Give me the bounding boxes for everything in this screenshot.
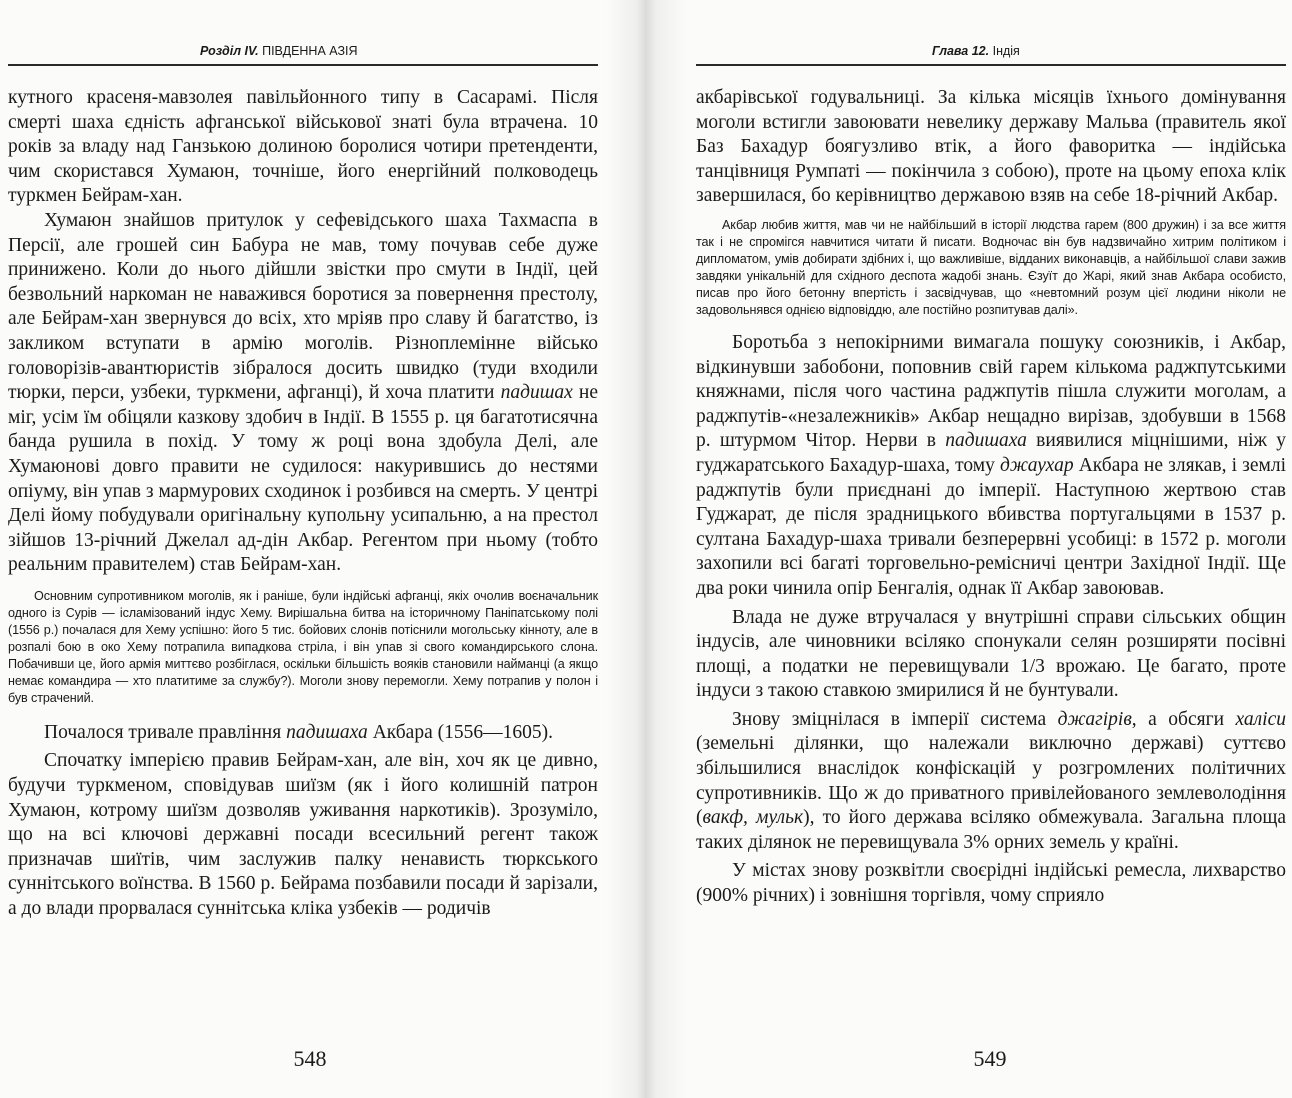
note-paragraph: Акбар любив життя, мав чи не найбільший в історії людства гарем (800 дружин) і за все життя так і не спромігся навчитися читати й писати. Водночас він був надзвичайно хитрим політиком і дипломатом, умів добирати здібних і, що важливіше, відданих виконавців, а найбільшої слави зажив завдяки унікальній для східного деспота жадобі знань. Єзуїт до Жарі, який знав Акбара особисто, писав про його бетонну впертість і засвідчував, що «невтомний розум цієї людини ніколи не задовольнявся однією відповіддю, але постійно розпитував далі».: [696, 217, 1286, 317]
main-text-block: [696, 606, 1286, 704]
italic-term: джагірів: [1057, 708, 1132, 730]
running-header-right: [932, 40, 1020, 62]
text-run: виявилися міцнішими, ніж у гуджаратського Бахадур-шаха, тому: [696, 430, 1286, 476]
paragraph: Спочатку імперією правив Бейрам-хан, але він, хоч як це дивно, будучи туркменом, сповідував шиїзм (як і його колишній патрон Хумаюн, котрому шиїзм дозволяв уживання наркотиків). Зрозуміло, що на всі ключові державні посади всесильний регент також призначав шиїтів, чим заслужив палку ненависть тюркського суннітського воїнства. В 1560 р. Бейрама позбавили посади й зарізали, а до влади прорвалася суннітська кліка узбеків — родичів: [8, 750, 598, 920]
right-page: [652, 0, 1292, 1098]
paragraph: Влада не дуже втручалася у внутрішні справи сільських общин індусів, але чиновники всіляко спонукали селян розширяти посівні площі, а податки не перевищували 1/3 врожаю. Це багато, проте індуси з такою ставкою змирилися й не бунтували.: [696, 606, 1286, 702]
header-section-label: Глава 12.: [932, 44, 990, 58]
paragraph: [8, 721, 598, 746]
text-run: не міг, усім їм обіцяли казкову здобич в Індії. В 1555 р. ця багатотисячна банда рушила в похід. У тому ж році вона здобула Делі, але Хумаюнові довго правити не судилося: накурившись до нестями опіуму, він упав з мармурових сходинок і розбився на смерть. У центрі Делі йому побудували оригінальну купольну усипальню, а на престол зійшов 13-річний Джелал ад-дін Акбар. Регентом при ньому (тобто реальним правителем) став Бейрам-хан.: [8, 382, 598, 576]
text-run: Акбара (1556—1605).: [367, 721, 553, 743]
header-rule: [696, 64, 1286, 66]
italic-term: джаухар: [1000, 454, 1074, 476]
header-title: ПІВДЕННА АЗІЯ: [258, 44, 358, 58]
note-block: [696, 217, 1286, 319]
text-run: ), то його держава всіляко обмежувала. Загальна площа таких ділянок не перевищувала 3% орних земель у країні.: [696, 807, 1287, 853]
text-run: Боротьба з непокірними вимагала пошуку союзників, і Акбар, відкинувши забобони, поповнив свій гарем кількома раджпутськими княжнами, після чого частина раджпутів пішла служити моголам, а раджпутів-«незалежників» Акбар нещадно вирізав, здобувши в 1568 р. штурмом Чітор. Нерви в: [696, 331, 1286, 452]
paragraph: [8, 209, 598, 578]
header-section-label: Розділ IV.: [200, 44, 259, 58]
text-run: (земельні ділянки, що належали виключно державі) суттєво збільшилися внаслідок конфіскацій у розгромлених політичних супротивників. Що ж до приватного привілейованого землеволодіння (: [696, 733, 1286, 829]
running-header-left: [200, 40, 358, 62]
text-run: Почалося тривале правління: [44, 721, 287, 743]
paragraph: акбарівської годувальниці. За кілька місяців їхнього домінування моголи встигли завоювати невелику державу Мальва (правитель якої Баз Бахадур боягузливо втік, а його фаворитка — індійська танцівниця Румпаті — покінчила з собою), проте на цьому епоха клік завершилася, бо керівництво державою взяв на себе 18-річний Акбар.: [696, 87, 1286, 207]
main-text-block: [696, 331, 1286, 602]
main-text-block: [8, 721, 598, 746]
text-run: , а обсяги: [1131, 708, 1236, 730]
italic-term: вакф, мульк: [702, 807, 804, 829]
page-number-left: 548: [293, 1046, 327, 1071]
main-text-block: [8, 86, 598, 578]
main-text-block: [696, 86, 1286, 209]
text-run: Хумаюн знайшов притулок у сефевідського шаха Тахмаспа в Персії, але грошей син Бабура не мав, тому почував себе дуже приниженo. Коли до нього дійшли звістки про смути в Індії, цей безвольний наркоман не наважився боротися за повернення престолу, але Бейрам-хан звернувся до всіх, хто мріяв про славу й багатство, із закликом вступати в армію моголів. Різноплемінне військо головорізів-авантюристів зібралося досить швидко (туди входили тюрки, перси, узбеки, туркмени, афганці), й хоча платити: [8, 209, 598, 404]
left-page-body: [8, 86, 598, 922]
right-page-body: [696, 86, 1286, 909]
italic-term: падишаха: [945, 430, 1027, 452]
paragraph: У містах знову розквітли своєрідні індійські ремесла, лихварство (900% річних) і зовнішня торгівля, чому сприяло: [696, 860, 1286, 907]
note-block: [8, 588, 598, 707]
italic-term: падишаха: [286, 721, 368, 743]
italic-term: падишах: [500, 382, 573, 404]
italic-term: халіси: [1235, 708, 1287, 730]
note-paragraph: Основним супротивником моголів, як і раніше, були індійські афганці, якіх очолив воєначальник одного із Сурів — ісламізований індус Хему. Вирішальна битва на історичному Паніпатському полі (1556 р.) почалася для Хему успішно: його 5 тис. бойових слонів потіснили могольську кінноту, але в розпалі бою в око Хему потрапила випадкова стріла, і він упав зі свого командирського слона. Побачивши це, його армія миттєво розбіглася, оскільки більшість вояків становили найманці (а якщо немає командира — хто платитиме за службу?). Моголи знову перемогли. Хему потрапив у полон і був страчений.: [8, 588, 598, 705]
main-text-block: [696, 859, 1286, 908]
page-number-right: 549: [973, 1046, 1007, 1071]
paragraph: [696, 331, 1286, 602]
text-run: Знову зміцнілася в імперії система: [732, 708, 1058, 730]
main-text-block: [696, 708, 1286, 856]
paragraph: [696, 708, 1286, 856]
header-rule: [8, 64, 598, 66]
main-text-block: [8, 749, 598, 921]
text-run: Акбара не злякав, і землі раджпутів були приєднані до імперії. Наступною жертвою став Гуджарат, де після зрадницького вбивства португальцями в 1537 р. султана Бахадур-шаха тривали безперервні усобиці: в 1572 р. моголи захопили всі багаті торговельно-ремісничі центри Західної Індії. Ще два роки чинила опір Бенгалія, однак її Акбар завоював.: [696, 454, 1286, 599]
header-title: Індія: [989, 44, 1020, 58]
paragraph: кутного красеня-мавзолея павільйонного типу в Сасарамі. Після смерті шаха єдність афганської військової знаті була втрачена. 10 років за владу над Ганзькою долиною боролися чотири претенденти, чим скористався Хумаюн, точніше, його енергійний полководець туркмен Бейрам-хан.: [8, 87, 598, 207]
left-page: [0, 0, 638, 1098]
